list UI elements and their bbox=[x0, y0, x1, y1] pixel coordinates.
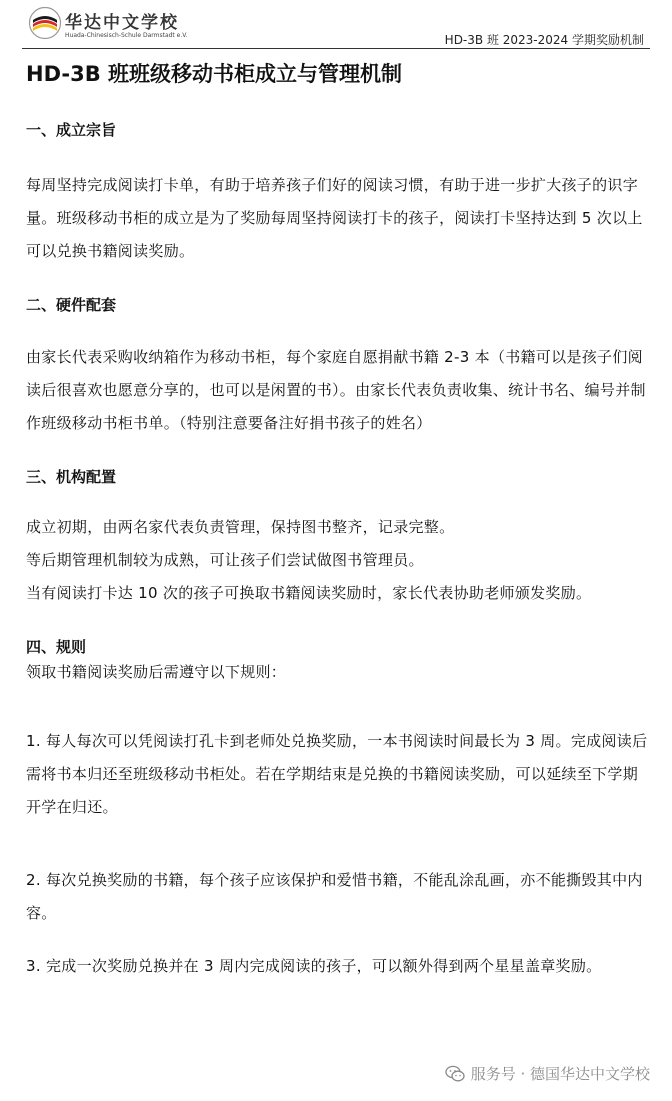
section-paragraph: 每周坚持完成阅读打卡单，有助于培养孩子们好的阅读习惯，有助于进一步扩大孩子的识字量。班级移动书柜的成立是为了奖励每周坚持阅读打卡的孩子，阅读打卡坚持达到 5 次以上可以兑换书籍阅读奖励。 bbox=[26, 176, 643, 260]
logo-german-name: Huada-Chinesisch-Schule Darmstadt e.V. bbox=[65, 32, 188, 39]
wechat-icon bbox=[445, 1065, 465, 1083]
page-header bbox=[0, 0, 672, 50]
section-paragraph: 当有阅读打卡达 10 次的孩子可换取书籍阅读奖励时，家长代表协助老师颁发奖励。 bbox=[26, 584, 592, 602]
header-divider bbox=[22, 48, 650, 49]
rules-intro: 领取书籍阅读奖励后需遵守以下规则： bbox=[26, 663, 287, 681]
school-logo bbox=[28, 6, 188, 44]
section-heading: 一、成立宗旨 bbox=[26, 121, 117, 139]
section-heading: 四、规则 bbox=[26, 638, 87, 656]
school-emblem-icon bbox=[28, 6, 62, 40]
page-title: HD-3B 班班级移动书柜成立与管理机制 bbox=[26, 62, 403, 86]
wechat-watermark bbox=[445, 1063, 650, 1084]
logo-chinese-name: 华达中文学校 bbox=[65, 13, 179, 33]
rule-item: 2. 每次兑换奖励的书籍，每个孩子应该保护和爱惜书籍，不能乱涂乱画，亦不能撕毁其中内容。 bbox=[26, 871, 643, 922]
rule-item: 3. 完成一次奖励兑换并在 3 周内完成阅读的孩子，可以额外得到两个星星盖章奖励。 bbox=[26, 957, 602, 975]
rule-item: 1. 每人每次可以凭阅读打孔卡到老师处兑换奖励，一本书阅读时间最长为 3 周。完成阅读后需将书本归还至班级移动书柜处。若在学期结束是兑换的书籍阅读奖励，可以延续至下学期开学在归还。 bbox=[26, 732, 648, 816]
section-paragraph: 由家长代表采购收纳箱作为移动书柜，每个家庭自愿捐献书籍 2-3 本（书籍可以是孩子们阅读后很喜欢也愿意分享的，也可以是闲置的书）。由家长代表负责收集、统计书名、编号并制作班级移动书柜书单。（特别注意要备注好捐书孩子的姓名） bbox=[26, 348, 646, 432]
section-heading: 三、机构配置 bbox=[26, 468, 117, 486]
document-body bbox=[26, 58, 648, 983]
section-organization bbox=[26, 465, 648, 610]
section-heading: 二、硬件配套 bbox=[26, 296, 117, 314]
section-paragraph: 等后期管理机制较为成熟，可让孩子们尝试做图书管理员。 bbox=[26, 551, 424, 569]
section-purpose bbox=[26, 118, 648, 268]
section-paragraph: 成立初期，由两名家代表负责管理，保持图书整齐，记录完整。 bbox=[26, 518, 455, 536]
section-hardware bbox=[26, 293, 648, 440]
watermark-text: 服务号 · 德国华达中文学校 bbox=[470, 1065, 650, 1083]
header-document-title: HD-3B 班 2023-2024 学期奖励机制 bbox=[444, 33, 644, 47]
section-rules bbox=[26, 635, 648, 983]
